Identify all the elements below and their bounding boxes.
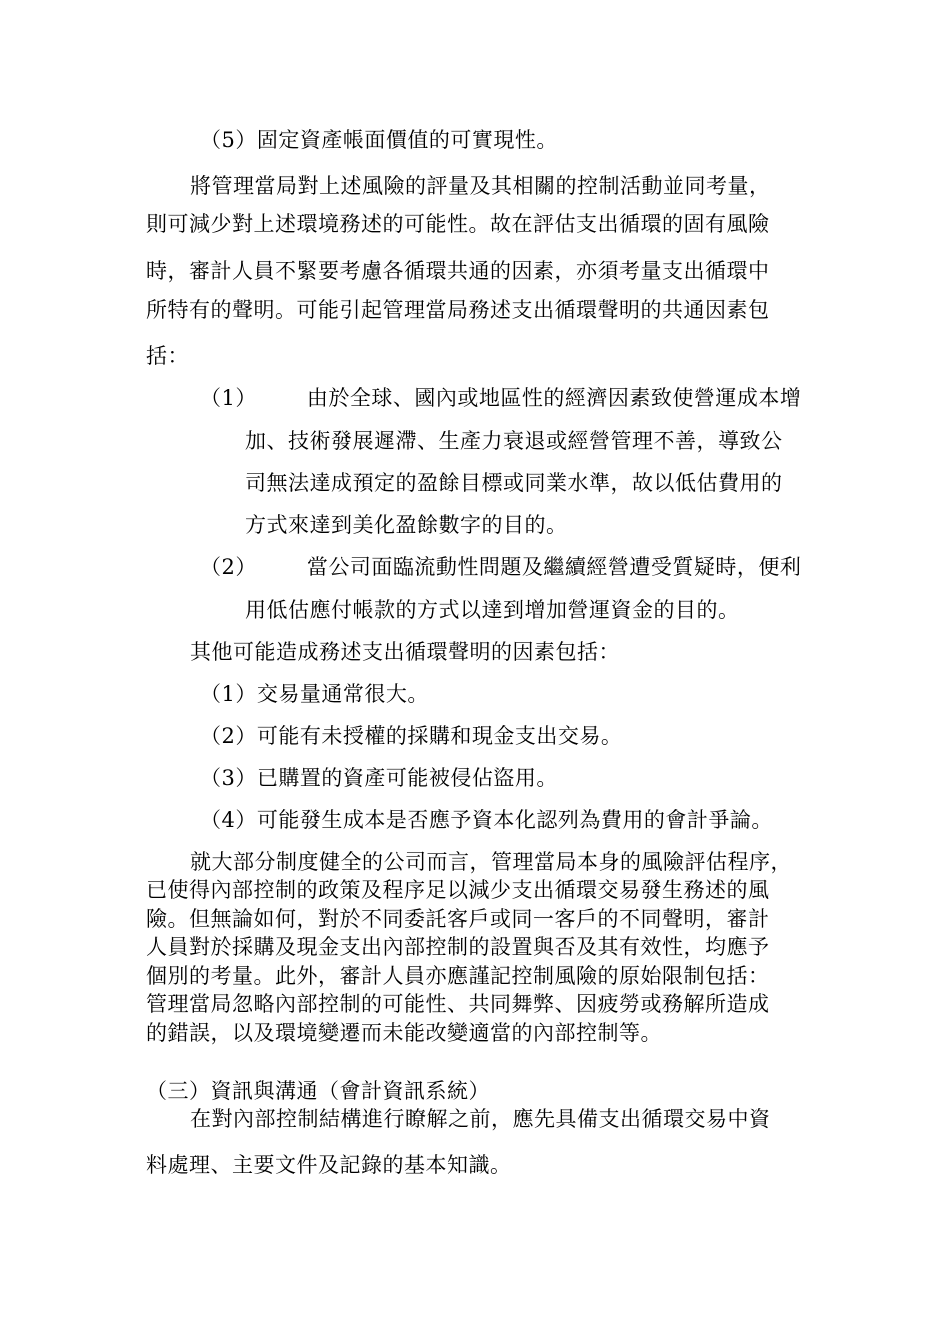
common-factor-2-text-1: 當公司面臨流動性問題及繼續經營遭受質疑時，便利 [306,555,802,579]
common-factor-1-text-3: 司無法達成預定的盈餘目標或同業水準，故以低估費用的 [245,471,783,495]
other-factor-3: （3）已購置的資產可能被侵佔盜用。 [200,766,558,790]
common-factor-1-first-line [200,384,801,412]
para1-line-1: 將管理當局對上述風險的評量及其相關的控制活動並同考量， [190,174,771,198]
para2-line-2: 已使得內部控制的政策及程序足以減少支出循環交易發生務述的風 [146,878,770,902]
other-factor-4: （4）可能發生成本是否應予資本化認列為費用的會計爭論。 [200,808,773,832]
common-factor-1-number: （1） [200,386,257,410]
para2-line-5: 個別的考量。此外，審計人員亦應謹記控制風險的原始限制包括： [146,964,770,988]
common-factor-2-number: （2） [200,555,257,579]
para2-line-4: 人員對於採購及現金支出內部控制的設置與否及其有效性，均應予 [146,935,770,959]
para2-line-6: 管理當局忽略內部控制的可能性、共同舞弊、因疲勞或務解所造成 [146,992,770,1016]
common-factor-1-text-4: 方式來達到美化盈餘數字的目的。 [245,513,568,537]
para1-line-4: 所特有的聲明。可能引起管理當局務述支出循環聲明的共通因素包 [146,298,770,322]
para3-line-1: 在對內部控制結構進行瞭解之前，應先具備支出循環交易中資 [190,1107,771,1131]
para2-line-1: 就大部分制度健全的公司而言，管理當局本身的風險評估程序， [190,850,792,874]
para1-line-5: 括： [146,344,189,368]
para1-line-3: 時，審計人員不緊要考慮各循環共通的因素，亦須考量支出循環中 [146,259,770,283]
other-factor-1: （1）交易量通常很大。 [200,682,429,706]
other-factor-2: （2）可能有未授權的採購和現金支出交易。 [200,724,623,748]
common-factor-1-text-1: 由於全球、國內或地區性的經濟因素致使營運成本增 [306,386,802,410]
section-3-heading: （三）資訊與溝通（會計資訊系統） [146,1079,490,1103]
common-factor-2-first-line [200,553,801,581]
para3-line-2: 料處理、主要文件及記錄的基本知識。 [146,1153,512,1177]
para2-line-3: 險。但無論如何，對於不同委託客戶或同一客戶的不同聲明，審計 [146,907,770,931]
other-factors-intro: 其他可能造成務述支出循環聲明的因素包括： [190,640,620,664]
item-5-line: （5）固定資產帳面價值的可實現性。 [200,128,558,152]
common-factor-2-text-2: 用低估應付帳款的方式以達到增加營運資金的目的。 [245,598,740,622]
para1-line-2: 則可減少對上述環境務述的可能性。故在評估支出循環的固有風險 [146,212,770,236]
para2-line-7: 的錯誤，以及環境變遷而未能改變適當的內部控制等。 [146,1021,662,1045]
common-factor-1-text-2: 加、技術發展遲滯、生產力衰退或經營管理不善，導致公 [245,429,783,453]
